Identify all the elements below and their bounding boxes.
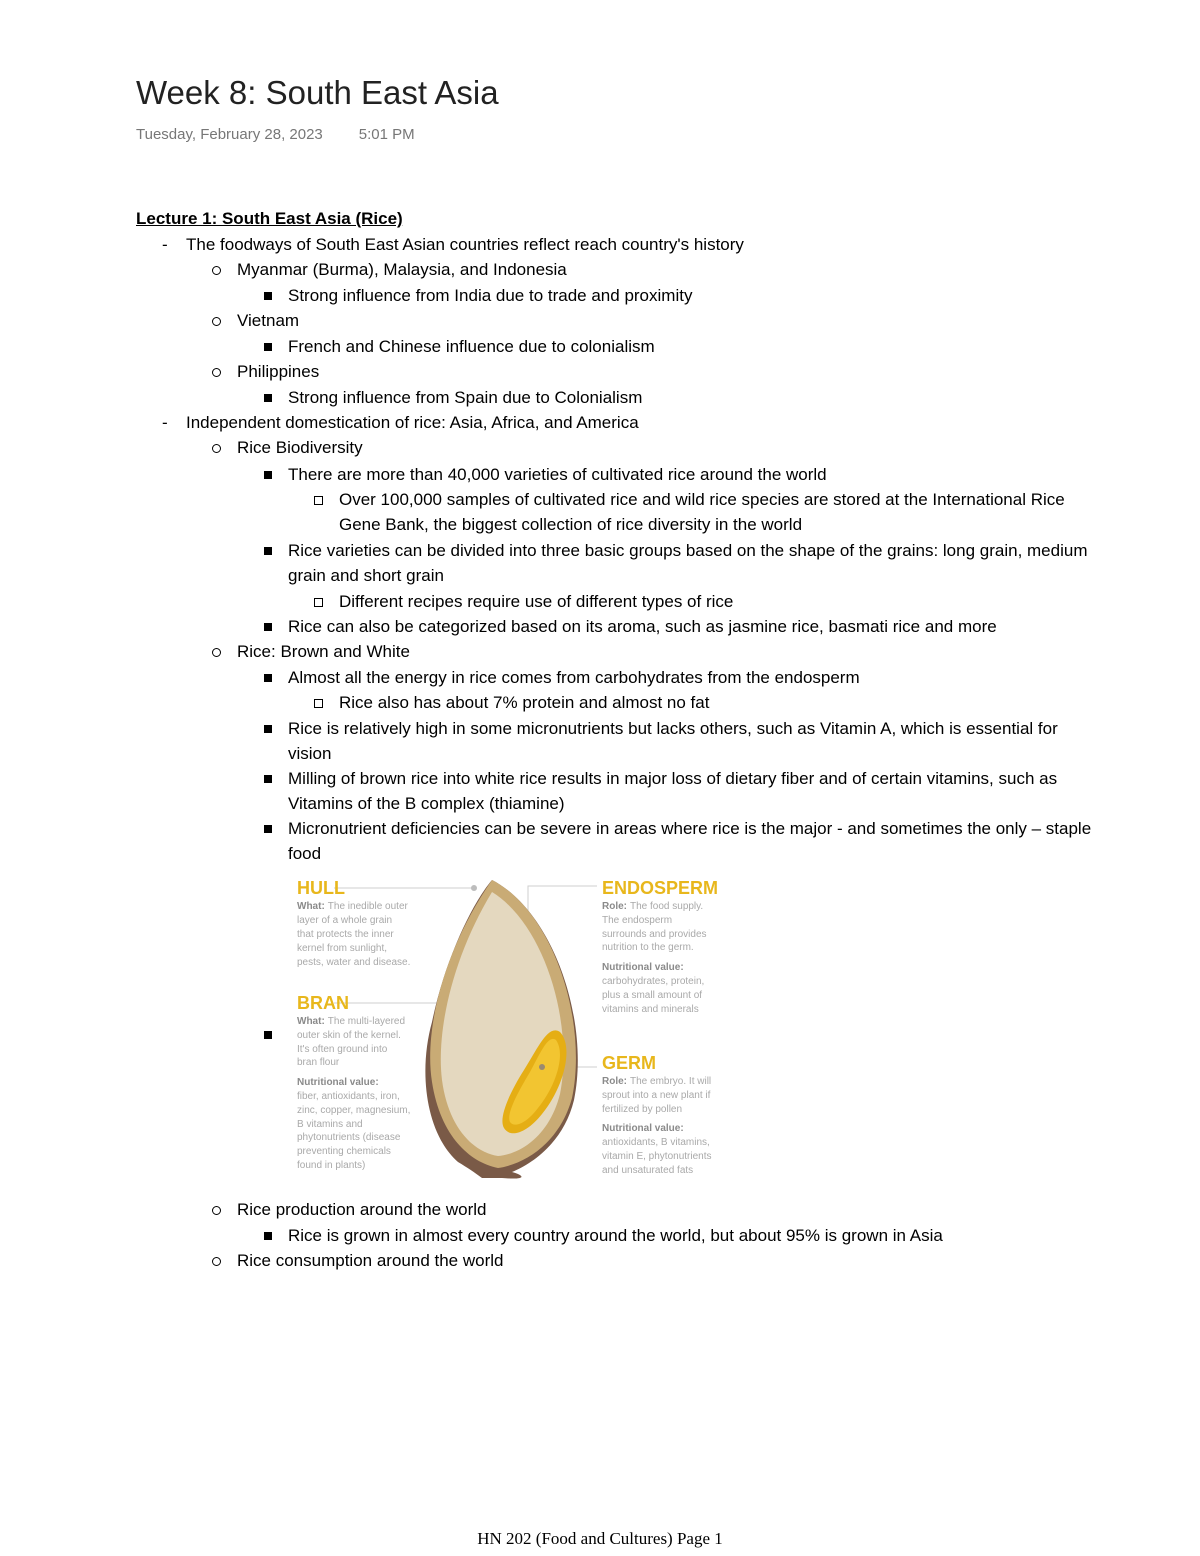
square-bullet: [264, 775, 272, 783]
outline-line: vision: [288, 744, 332, 763]
box-bullet: [314, 699, 323, 708]
outline-line: French and Chinese influence due to colonialism: [288, 337, 655, 356]
outline-line: food: [288, 844, 322, 863]
hull-leader-dot: [471, 885, 477, 891]
page-footer: HN 202 (Food and Cultures) Page 1: [477, 1529, 723, 1548]
germ-title: GERM: [602, 1053, 656, 1073]
bran-nv-line: zinc, copper, magnesium,: [297, 1105, 411, 1116]
circle-bullet: [212, 368, 221, 377]
germ-nv-line: antioxidants, B vitamins,: [602, 1137, 710, 1148]
germ-nv-line: and unsaturated fats: [602, 1165, 694, 1176]
hull-line: that protects the inner: [297, 929, 394, 940]
endosperm-line: The food supply.: [630, 901, 704, 912]
endosperm-line: surrounds and provides: [602, 929, 707, 940]
outline-line: Strong influence from India due to trade and proximity: [288, 286, 693, 305]
bran-text: [297, 1016, 405, 1027]
germ-line: sprout into a new plant if: [602, 1090, 711, 1101]
endosperm-line: nutrition to the germ.: [602, 942, 694, 953]
circle-bullet: [212, 317, 221, 326]
endosperm-title: ENDOSPERM: [602, 878, 719, 898]
hull-line: The inedible outer: [327, 901, 408, 912]
page-date: Tuesday, February 28, 2023: [136, 126, 323, 143]
square-bullet: [264, 394, 272, 402]
dash-bullet: -: [162, 235, 168, 254]
outline-line: There are more than 40,000 varieties of cultivated rice around the world: [288, 465, 827, 484]
outline-line: Rice production around the world: [237, 1200, 487, 1219]
outline-line: Rice is grown in almost every country around the world, but about 95% is grown in Asia: [288, 1226, 943, 1245]
box-bullet: [314, 496, 323, 505]
outline-line: Myanmar (Burma), Malaysia, and Indonesia: [237, 260, 567, 279]
square-bullet: [264, 623, 272, 631]
bran-nv-line: fiber, antioxidants, iron,: [297, 1091, 400, 1102]
box-bullet: [314, 598, 323, 607]
circle-bullet: [212, 444, 221, 453]
hull-text: [297, 901, 409, 912]
hull-line: layer of a whole grain: [297, 915, 393, 926]
germ-line: fertilized by pollen: [602, 1104, 683, 1115]
outline-line: Over 100,000 samples of cultivated rice and wild rice species are stored at the International Rice: [339, 490, 1065, 509]
germ-nv-label: Nutritional value:: [602, 1123, 684, 1134]
outline-line: Independent domestication of rice: Asia, Africa, and America: [186, 413, 639, 432]
circle-bullet: [212, 1206, 221, 1215]
endosperm-nv-label: Nutritional value:: [602, 962, 684, 973]
grain-endosperm: [441, 892, 564, 1156]
square-bullet: [264, 547, 272, 555]
square-bullet: [264, 471, 272, 479]
bran-line: outer skin of the kernel.: [297, 1030, 401, 1041]
bran-line: The multi-layered: [327, 1016, 406, 1027]
bran-title: BRAN: [297, 993, 349, 1013]
square-bullet: [264, 825, 272, 833]
bran-what-label: What:: [297, 1016, 325, 1027]
hull-line: kernel from sunlight,: [297, 943, 388, 954]
outline-line: Rice varieties can be divided into three basic groups based on the shape of the grains: long grain, medium: [288, 541, 1088, 560]
germ-line: The embryo. It will: [630, 1076, 712, 1087]
germ-text: [602, 1076, 711, 1087]
page-title: Week 8: South East Asia: [136, 74, 499, 111]
outline-line: Rice is relatively high in some micronutrients but lacks others, such as Vitamin A, which is essential for: [288, 719, 1058, 738]
hull-title: HULL: [297, 878, 345, 898]
square-bullet: [264, 343, 272, 351]
outline-line: Milling of brown rice into white rice results in major loss of dietary fiber and of certain vitamins, such as: [288, 769, 1058, 788]
hull-what-label: What:: [297, 901, 325, 912]
bran-nv-label: Nutritional value:: [297, 1077, 379, 1088]
circle-bullet: [212, 1257, 221, 1266]
square-bullet: [264, 292, 272, 300]
lecture-heading: Lecture 1: South East Asia (Rice): [136, 209, 403, 228]
endosperm-nv-line: carbohydrates, protein,: [602, 976, 705, 987]
bran-line: It's often ground into: [297, 1044, 388, 1055]
page-meta: [136, 126, 415, 143]
outline-line: grain and short grain: [288, 566, 444, 585]
germ-nv-line: vitamin E, phytonutrients: [602, 1151, 712, 1162]
bran-nv-line: preventing chemicals: [297, 1146, 391, 1157]
endosperm-role-label: Role:: [602, 901, 627, 912]
endosperm-nv-line: plus a small amount of: [602, 990, 703, 1001]
bran-nv-line: found in plants): [297, 1160, 366, 1171]
outline-line: Different recipes require use of different types of rice: [339, 592, 734, 611]
outline-line: The foodways of South East Asian countries reflect reach country's history: [186, 235, 744, 254]
hull-line: pests, water and disease.: [297, 957, 411, 968]
outline-line: Vietnam: [237, 311, 300, 330]
bran-nv-line: B vitamins and: [297, 1119, 363, 1130]
circle-bullet: [212, 648, 221, 657]
endosperm-nv-line: vitamins and minerals: [602, 1004, 699, 1015]
endosperm-line: The endosperm: [602, 915, 673, 926]
outline-line: Rice also has about 7% protein and almost no fat: [339, 693, 710, 712]
outline-line: Rice: Brown and White: [237, 642, 410, 661]
outline-line: Gene Bank, the biggest collection of rice diversity in the world: [339, 515, 803, 534]
endosperm-text: [602, 901, 703, 912]
rice-grain-diagram: [292, 872, 742, 1182]
outline-line: Vitamins of the B complex (thiamine): [288, 794, 565, 813]
germ-leader-dot: [539, 1064, 545, 1070]
dash-bullet: -: [162, 413, 168, 432]
outline-line: Rice can also be categorized based on its aroma, such as jasmine rice, basmati rice and more: [288, 617, 997, 636]
outline-line: Micronutrient deficiencies can be severe in areas where rice is the major - and sometimes the only – staple: [288, 819, 1092, 838]
outline-line: Rice consumption around the world: [237, 1251, 504, 1270]
bran-nv-line: phytonutrients (disease: [297, 1132, 401, 1143]
square-bullet: [264, 1031, 272, 1039]
germ-role-label: Role:: [602, 1076, 627, 1087]
outline-line: Philippines: [237, 362, 320, 381]
outline-line: Almost all the energy in rice comes from carbohydrates from the endosperm: [288, 668, 860, 687]
square-bullet: [264, 725, 272, 733]
square-bullet: [264, 674, 272, 682]
square-bullet: [264, 1232, 272, 1240]
page-time: 5:01 PM: [358, 126, 415, 143]
bran-line: bran flour: [297, 1057, 340, 1068]
outline-line: Strong influence from Spain due to Colonialism: [288, 388, 643, 407]
outline-line: Rice Biodiversity: [237, 438, 363, 457]
circle-bullet: [212, 266, 221, 275]
